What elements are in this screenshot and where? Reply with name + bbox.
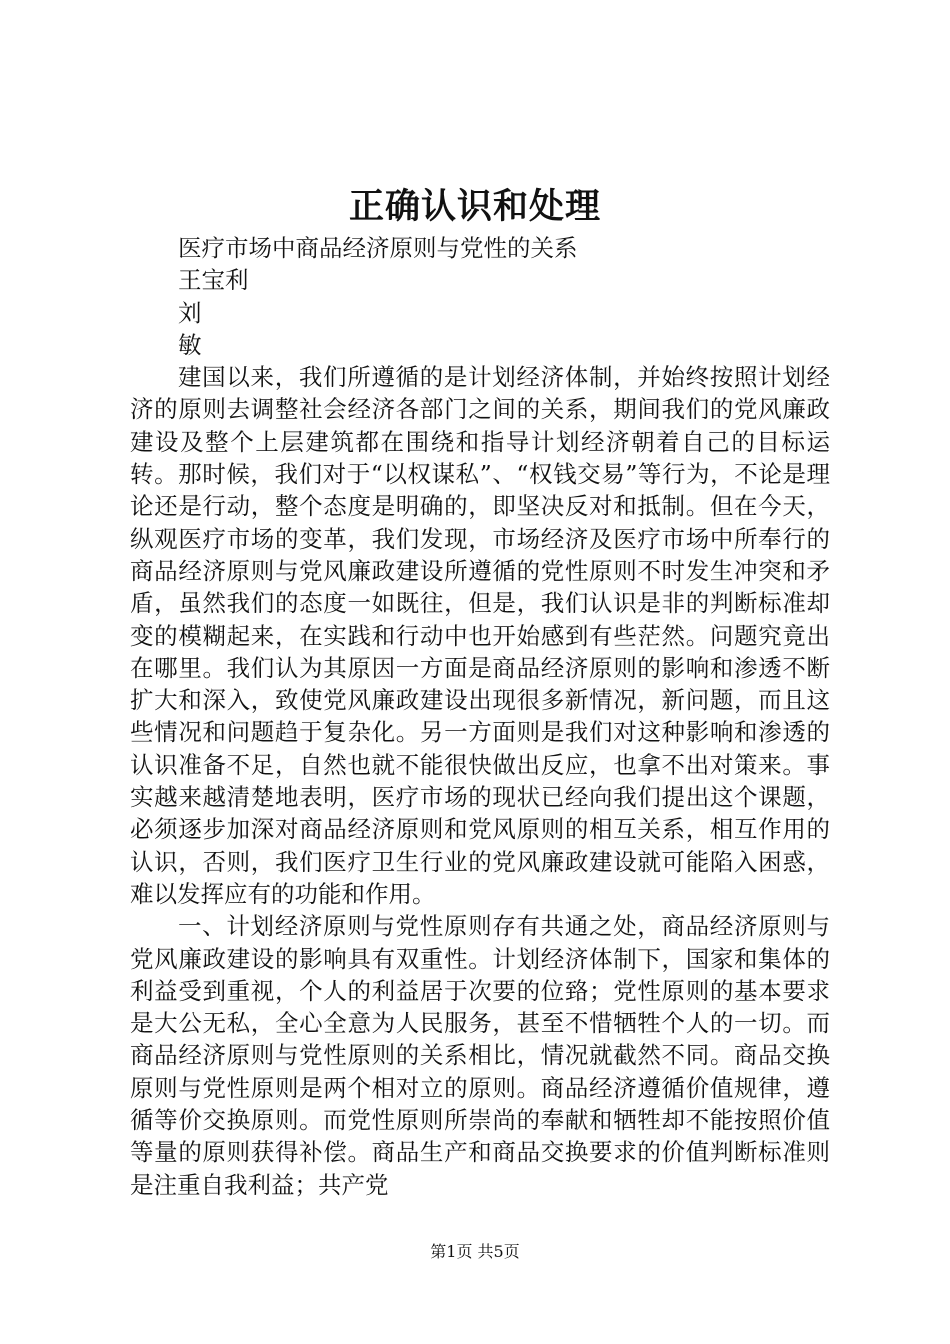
author-name: 王宝利 xyxy=(178,266,249,295)
document-subtitle: 医疗市场中商品经济原则与党性的关系 xyxy=(178,234,578,262)
document-body xyxy=(130,232,830,1201)
body-paragraph: 建国以来，我们所遵循的是计划经济体制，并始终按照计划经济的原则去调整社会经济各部门之间的关系，期间我们的党风廉政建设及整个上层建筑都在围绕和指导计划经济朝着自己的目标运转。那时候，我们对于“以权谋私”、“权钱交易”等行为，不论是理论还是行动，整个态度是明确的，即坚决反对和抵制。但在今天，纵观医疗市场的变革，我们发现，市场经济及医疗市场中所奉行的商品经济原则与党风廉政建设所遵循的党性原则不时发生冲突和矛盾，虽然我们的态度一如既往，但是，我们认识是非的判断标准却变的模糊起来，在实践和行动中也开始感到有些茫然。问题究竟出在哪里。我们认为其原因一方面是商品经济原则的影响和渗透不断扩大和深入，致使党风廉政建设出现很多新情况，新问题，而且这些情况和问题趋于复杂化。另一方面则是我们对这种影响和渗透的认识准备不足，自然也就不能很快做出反应，也拿不出对策来。事实越来越清楚地表明，医疗市场的现状已经向我们提出这个课题，必须逐步加深对商品经济原则和党风原则的相互关系，相互作用的认识，否则，我们医疗卫生行业的党风廉政建设就可能陷入困惑，难以发挥应有的功能和作用。 xyxy=(130,363,830,908)
page-footer: 第1页 共5页 xyxy=(430,1242,520,1261)
document-title: 正确认识和处理 xyxy=(348,186,601,227)
body-paragraph: 一、计划经济原则与党性原则存有共通之处，商品经济原则与党风廉政建设的影响具有双重性。计划经济体制下，国家和集体的利益受到重视，个人的利益居于次要的位臵；党性原则的基本要求是大公无私，全心全意为人民服务，甚至不惜牺牲个人的一切。而商品经济原则与党性原则的关系相比，情况就截然不同。商品交换原则与党性原则是两个相对立的原则。商品经济遵循价值规律，遵循等价交换原则。而党性原则所崇尚的奉献和牺牲却不能按照价值等量的原则获得补偿。商品生产和商品交换要求的价值判断标准则是注重自我利益；共产党 xyxy=(130,912,830,1199)
author-name: 敏 xyxy=(178,330,202,359)
author-name: 刘 xyxy=(178,298,202,327)
